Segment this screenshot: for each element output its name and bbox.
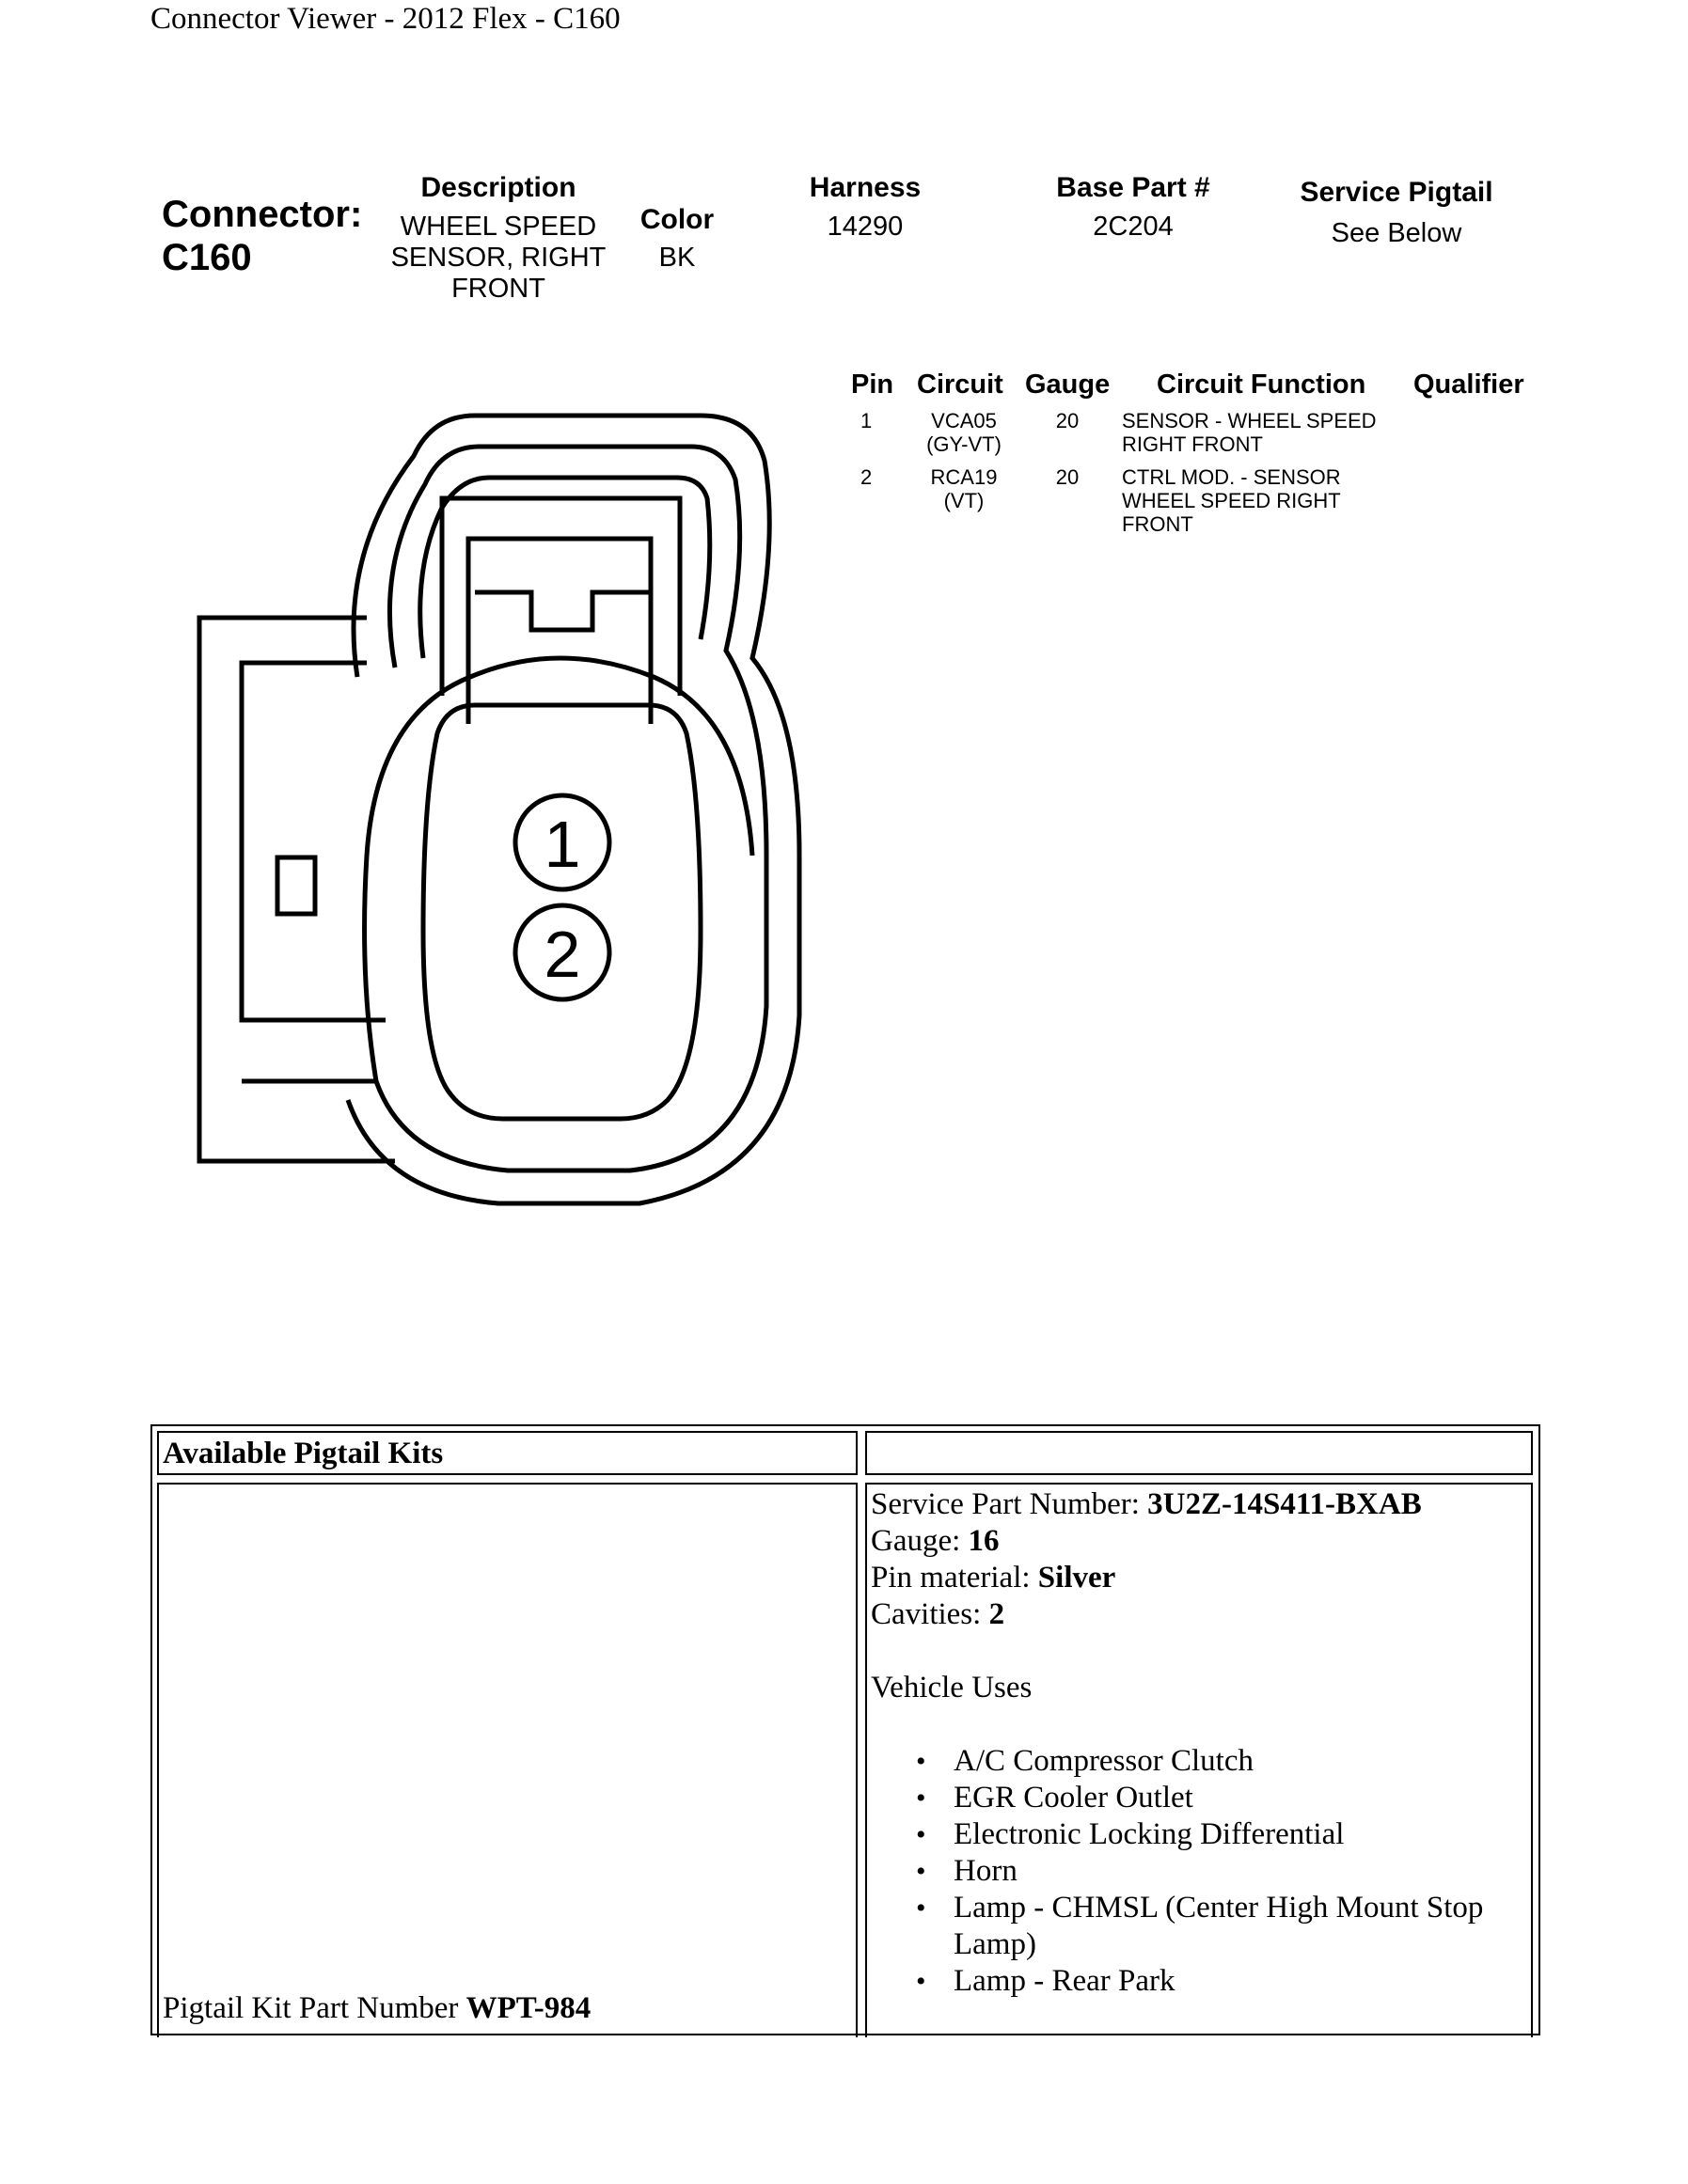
connector-id: C160 (162, 237, 252, 278)
pin-number: 1 (860, 409, 873, 432)
description-line: WHEEL SPEED (400, 212, 597, 242)
function-line: RIGHT FRONT (1122, 432, 1263, 456)
base-part-value: 2C204 (1093, 212, 1174, 242)
pin-number: 2 (860, 465, 873, 489)
function-cell (1122, 409, 1423, 456)
circuit-header: Circuit (917, 369, 1003, 400)
service-part-label: Service Part Number: (871, 1487, 1148, 1521)
function-line: SENSOR - WHEEL SPEED (1122, 409, 1377, 432)
pin-2-label: 2 (544, 918, 581, 991)
vehicle-use-item: • A/C Compressor Clutch (871, 1743, 1520, 1780)
service-part-value: 3U2Z-14S411-BXAB (1147, 1487, 1422, 1521)
pigtail-kit-value: WPT-984 (465, 1991, 592, 2025)
circuit-code: VCA05 (931, 409, 997, 432)
pigtail-kits-table (150, 1424, 1540, 2035)
base-part-header: Base Part # (1056, 172, 1210, 203)
connector-label (162, 193, 362, 279)
qualifier-header: Qualifier (1413, 369, 1524, 400)
connector-face-diagram (188, 404, 828, 1232)
circuit-cell (912, 409, 1016, 456)
vehicle-use-item: • Lamp - Rear Park (871, 1963, 1520, 2000)
vehicle-use-item: • EGR Cooler Outlet (871, 1780, 1520, 1816)
pigtail-header: Available Pigtail Kits (163, 1437, 444, 1470)
circuit-code: RCA19 (930, 465, 998, 489)
gauge-cell: 20 (1055, 409, 1080, 432)
gauge-line (871, 1523, 1520, 1560)
gauge-cell: 20 (1055, 465, 1080, 489)
pigtail-header-right-cell (865, 1431, 1533, 1475)
pin-1 (515, 795, 609, 889)
gauge-label: Gauge: (871, 1524, 969, 1558)
service-pigtail-header: Service Pigtail (1300, 177, 1493, 208)
circuit-function-header: Circuit Function (1157, 369, 1366, 400)
cavities-value: 2 (988, 1597, 1005, 1631)
pigtail-details (871, 1486, 1520, 2000)
color-header: Color (639, 204, 715, 235)
description-line: FRONT (451, 274, 545, 304)
vehicle-use-item: • Lamp - CHMSL (Center High Mount Stop Lamp) (871, 1890, 1520, 1963)
service-part-line (871, 1486, 1520, 1523)
pin-2 (515, 905, 609, 999)
pin-material-value: Silver (1037, 1561, 1116, 1595)
description-header: Description (420, 172, 576, 203)
connector-label-line1: Connector: (162, 194, 363, 235)
pin-material-line (871, 1560, 1520, 1596)
pigtail-kit-cell (157, 1483, 858, 2037)
vehicle-uses-list (871, 1743, 1520, 2000)
description-value (376, 212, 621, 305)
harness-header: Harness (809, 172, 922, 203)
pigtail-kit-number (163, 1990, 591, 2027)
color-value: BK (658, 243, 696, 273)
pigtail-details-cell (865, 1483, 1533, 2037)
vehicle-use-item: • Electronic Locking Differential (871, 1816, 1520, 1853)
function-line: FRONT (1122, 512, 1193, 536)
gauge-value: 16 (968, 1524, 1000, 1558)
vehicle-use-item: • Horn (871, 1853, 1520, 1890)
pin-material-label: Pin material: (871, 1561, 1038, 1595)
circuit-color: (VT) (943, 489, 985, 512)
circuit-cell (912, 465, 1016, 512)
page-title: Connector Viewer - 2012 Flex - C160 (150, 2, 621, 36)
cavities-line (871, 1596, 1520, 1633)
cavities-label: Cavities: (871, 1597, 989, 1631)
pin-header: Pin (851, 369, 894, 400)
service-pigtail-value: See Below (1331, 218, 1462, 248)
connector-side-tab (277, 857, 315, 914)
gauge-header: Gauge (1025, 369, 1111, 400)
description-line: SENSOR, RIGHT (390, 243, 607, 273)
function-cell (1122, 465, 1423, 536)
function-line: CTRL MOD. - SENSOR (1122, 465, 1341, 489)
function-line: WHEEL SPEED RIGHT (1122, 489, 1341, 512)
harness-value: 14290 (827, 212, 904, 242)
vehicle-uses-label: Vehicle Uses (871, 1671, 1033, 1705)
pigtail-kit-label: Pigtail Kit Part Number (163, 1991, 466, 2025)
pigtail-header-cell (157, 1431, 858, 1475)
circuit-color: (GY-VT) (926, 432, 1002, 456)
pin-1-label: 1 (544, 808, 581, 881)
